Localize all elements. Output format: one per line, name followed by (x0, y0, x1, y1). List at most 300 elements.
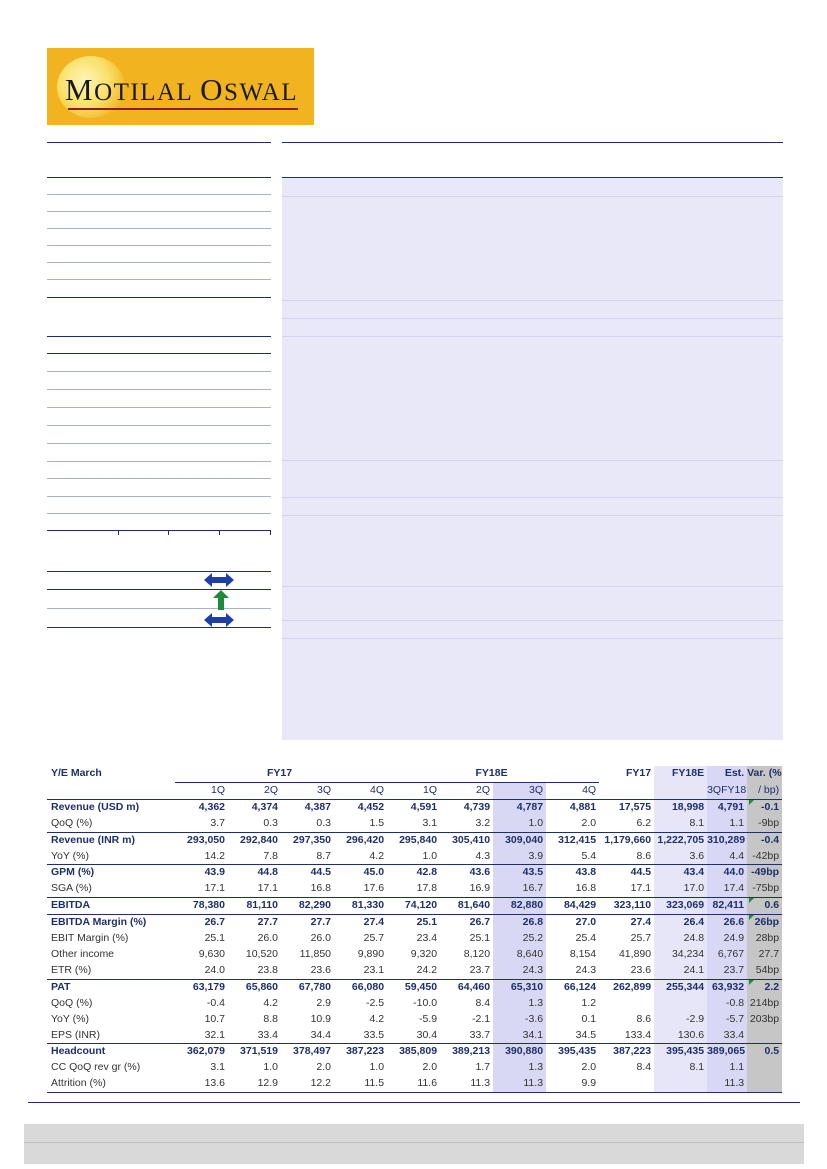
table-cell: 4,374 (228, 799, 281, 815)
table-cell: 30.4 (416, 1028, 438, 1041)
subheader-cell: 4Q (334, 782, 387, 799)
divider (47, 627, 271, 628)
table-row (47, 898, 782, 915)
table-cell: 67,780 (281, 979, 334, 995)
company-logo (47, 48, 314, 125)
table-cell: 203bp (747, 1012, 782, 1028)
table-cell: 1.1 (707, 816, 747, 832)
table-cell: 16.8 (310, 882, 331, 895)
table-header-row (47, 766, 782, 782)
footer-bar-divider (24, 1142, 804, 1143)
table-cell: -2.5 (365, 996, 385, 1009)
table-cell: 27.7 (747, 947, 782, 963)
table-cell: 9,320 (410, 947, 438, 960)
table-cell: 0.1 (581, 1012, 597, 1025)
table-cell: 17.0 (654, 881, 707, 897)
table-cell: 43.4 (654, 865, 707, 881)
table-cell: 11.3 (440, 1076, 493, 1092)
divider (47, 608, 271, 609)
table-cell: 27.0 (546, 915, 599, 931)
subheader-cell: 3QFY18 (707, 782, 747, 799)
table-cell: 1,222,705 (654, 832, 707, 848)
table-cell: 11.6 (387, 1076, 440, 1092)
table-row (47, 931, 782, 947)
row-label: Revenue (USD m) (47, 799, 175, 815)
table-cell: 0.3 (316, 816, 331, 829)
table-cell: 34.4 (310, 1028, 331, 1041)
table-cell: 8.6 (636, 1012, 652, 1025)
table-cell: 2.0 (581, 1061, 597, 1074)
table-cell: 43.8 (546, 865, 599, 881)
table-cell: 214bp (747, 996, 782, 1012)
table-cell: 23.8 (257, 963, 278, 976)
table-cell: 81,330 (334, 898, 387, 915)
table-cell: 5.4 (581, 849, 597, 862)
table-cell: 33.7 (469, 1028, 491, 1041)
table-cell: 387,223 (599, 1044, 654, 1060)
table-cell: 23.1 (363, 963, 385, 976)
table-cell (747, 1028, 782, 1044)
divider (47, 228, 271, 229)
table-row (47, 1012, 782, 1028)
table-cell: 27.4 (334, 915, 387, 931)
row-label: EPS (INR) (51, 1028, 101, 1041)
panel-band (282, 300, 783, 301)
divider (47, 262, 271, 263)
row-label: EBITDA Margin (%) (47, 915, 175, 931)
table-cell: 26.7 (440, 915, 493, 931)
table-cell: 65,860 (228, 979, 281, 995)
table-cell: 1.3 (493, 996, 546, 1012)
table-cell: 32.1 (204, 1028, 225, 1041)
panel-band (282, 460, 783, 461)
row-label: Headcount (47, 1044, 175, 1060)
table-cell: -10.0 (413, 996, 438, 1009)
table-cell: 17.6 (363, 882, 385, 895)
table-cell: 4,881 (546, 799, 599, 815)
table-row (47, 947, 782, 963)
neutral-arrow-icon (204, 573, 234, 587)
divider (47, 589, 271, 590)
table-cell: 24.3 (493, 963, 546, 979)
table-cell: 1,179,660 (599, 832, 654, 848)
table-cell: 17.1 (204, 882, 225, 895)
table-cell: 4.3 (475, 849, 491, 862)
table-cell: -0.1 (747, 799, 782, 815)
table-cell: 130.6 (654, 1028, 707, 1044)
table-cell: 34.5 (575, 1028, 597, 1041)
subheader-cell (654, 782, 707, 799)
table-cell: 23.7 (469, 963, 491, 976)
row-label: GPM (%) (47, 865, 175, 881)
table-cell: 296,420 (334, 832, 387, 848)
divider (47, 443, 271, 444)
subheader-cell (599, 782, 654, 799)
table-row (47, 1060, 782, 1076)
table-cell (654, 996, 707, 1012)
table-cell: 292,840 (228, 832, 281, 848)
subheader-cell: / bp) (747, 782, 782, 799)
subheader-cell: 1Q (175, 782, 228, 799)
table-cell: 3.1 (210, 1061, 225, 1074)
table-cell: 43.6 (440, 865, 493, 881)
table-cell: 4,791 (707, 799, 747, 815)
table-cell: 4.2 (263, 996, 278, 1009)
table-cell: 295,840 (387, 832, 440, 848)
table-row (47, 915, 782, 931)
row-label: Revenue (INR m) (47, 832, 175, 848)
table-cell: 82,411 (707, 898, 747, 915)
table-cell: 9.9 (546, 1076, 599, 1092)
divider (47, 461, 271, 462)
table-cell: 82,880 (493, 898, 546, 915)
divider (47, 142, 271, 143)
divider (47, 177, 271, 178)
table-cell: 24.8 (654, 931, 707, 947)
table-cell: -2.1 (471, 1012, 491, 1025)
table-cell: 24.1 (654, 963, 707, 979)
table-cell: 255,344 (654, 979, 707, 995)
table-cell: 8.4 (475, 996, 491, 1009)
table-cell: 1.3 (493, 1060, 546, 1076)
column-tick (118, 530, 119, 535)
table-cell: 25.7 (363, 932, 385, 945)
table-cell: 312,415 (546, 832, 599, 848)
table-cell: -0.8 (707, 996, 747, 1012)
row-label: Attrition (%) (47, 1076, 175, 1092)
table-cell: 13.6 (175, 1076, 228, 1092)
table-cell: 3.7 (210, 816, 225, 829)
row-label: PAT (47, 979, 175, 995)
table-cell: 16.7 (493, 881, 546, 897)
table-cell: 3.9 (493, 849, 546, 865)
header-fy17-total: FY17 (625, 767, 652, 780)
panel-band (282, 586, 783, 587)
table-cell: 2.0 (316, 1061, 331, 1074)
table-cell: 25.1 (469, 932, 491, 945)
table-cell: 41,890 (618, 947, 652, 960)
table-cell: 25.7 (630, 932, 652, 945)
table-cell: 4.2 (369, 1012, 385, 1025)
table-cell: -0.4 (206, 996, 225, 1009)
panel-band (282, 336, 783, 337)
table-cell: 11.3 (707, 1076, 747, 1092)
table-cell: 4.2 (369, 849, 385, 862)
table-cell: 2.0 (422, 1061, 438, 1074)
table-cell: 17.1 (257, 882, 278, 895)
table-cell: 3.6 (654, 849, 707, 865)
divider (47, 571, 271, 572)
divider (47, 336, 271, 337)
divider (47, 425, 271, 426)
logo-underline (68, 108, 298, 110)
header-label: Y/E March (51, 767, 102, 780)
table-cell (654, 1076, 707, 1092)
table-cell: 23.6 (310, 963, 331, 976)
table-cell: 17.8 (416, 882, 438, 895)
table-cell: 63,932 (707, 979, 747, 995)
table-cell: 34,234 (654, 947, 707, 963)
table-cell: 11.5 (334, 1076, 387, 1092)
table-cell: 1.7 (475, 1061, 491, 1074)
table-cell: 25.4 (575, 932, 597, 945)
header-estimate: Est. (707, 766, 747, 782)
row-label: CC QoQ rev gr (%) (51, 1061, 141, 1074)
table-cell: 0.3 (263, 816, 278, 829)
table-cell: 310,289 (707, 832, 747, 848)
table-cell: 17,575 (599, 799, 654, 815)
table-cell: -0.4 (747, 832, 782, 848)
divider (47, 279, 271, 280)
table-cell: 0.5 (747, 1044, 782, 1060)
table-cell: 4,787 (493, 799, 546, 815)
table-cell (747, 1060, 782, 1076)
table-row (47, 816, 782, 832)
table-row (47, 979, 782, 995)
table-cell: 10.9 (310, 1012, 331, 1025)
table-cell: 17.1 (630, 882, 652, 895)
table-cell: 1.1 (707, 1060, 747, 1076)
row-label: YoY (%) (51, 849, 89, 862)
table-cell: 42.8 (387, 865, 440, 881)
table-cell: 27.7 (228, 915, 281, 931)
up-arrow-icon (213, 590, 229, 610)
table-cell: 27.7 (281, 915, 334, 931)
table-cell: 14.2 (204, 849, 225, 862)
table-cell: 8,120 (463, 947, 491, 960)
table-cell: 3.2 (475, 816, 491, 829)
divider (47, 194, 271, 195)
table-cell: 378,497 (281, 1044, 334, 1060)
footer-rule (28, 1102, 800, 1103)
table-cell: 66,124 (546, 979, 599, 995)
table-cell: 8,154 (569, 947, 597, 960)
subheader-cell: 3Q (281, 782, 334, 799)
neutral-arrow-icon (204, 613, 234, 627)
table-cell: 11.3 (493, 1076, 546, 1092)
table-cell: 23.7 (707, 963, 747, 979)
table-cell (599, 1076, 654, 1092)
table-cell: 4,387 (281, 799, 334, 815)
table-cell: 81,110 (228, 898, 281, 915)
table-cell: 8.1 (654, 816, 707, 832)
table-cell: 309,040 (493, 832, 546, 848)
table-cell: 8.7 (316, 849, 331, 862)
table-cell: 26.7 (175, 915, 228, 931)
divider (47, 530, 271, 531)
highlights-panel (282, 178, 783, 740)
divider (47, 371, 271, 372)
table-cell: 8.1 (654, 1060, 707, 1076)
table-cell: 81,640 (440, 898, 493, 915)
table-cell: 362,079 (175, 1044, 228, 1060)
row-label: YoY (%) (51, 1012, 89, 1025)
table-cell: 27.4 (599, 915, 654, 931)
table-cell (599, 996, 654, 1012)
subheader-cell: 2Q (228, 782, 281, 799)
table-cell: 1.0 (493, 816, 546, 832)
panel-band (282, 515, 783, 516)
table-cell: 323,069 (654, 898, 707, 915)
table-cell: -5.9 (418, 1012, 438, 1025)
table-cell: 17.4 (707, 881, 747, 897)
table-cell: 389,065 (707, 1044, 747, 1060)
table-cell: 10,520 (245, 947, 278, 960)
panel-band (282, 318, 783, 319)
table-row (47, 1044, 782, 1060)
table-cell: 390,880 (493, 1044, 546, 1060)
table-cell: 1.0 (263, 1061, 278, 1074)
table-cell: 16.8 (575, 882, 597, 895)
panel-band (282, 638, 783, 639)
table-cell: 26.8 (493, 915, 546, 931)
table-row (47, 865, 782, 881)
table-cell: -49bp (747, 865, 782, 881)
table-row (47, 832, 782, 848)
row-label: Other income (51, 947, 115, 960)
table-cell: 25.1 (387, 915, 440, 931)
table-cell: 44.5 (599, 865, 654, 881)
table-cell: 34.1 (493, 1028, 546, 1044)
table-row (47, 881, 782, 897)
divider (47, 297, 271, 298)
table-cell: 385,809 (387, 1044, 440, 1060)
table-cell: 2.9 (316, 996, 331, 1009)
divider (47, 211, 271, 212)
divider (47, 496, 271, 497)
divider (47, 407, 271, 408)
table-cell: 9,630 (198, 947, 225, 960)
table-cell: 12.9 (228, 1076, 281, 1092)
table-cell: 65,310 (493, 979, 546, 995)
table-cell: 387,223 (334, 1044, 387, 1060)
table-cell: 305,410 (440, 832, 493, 848)
group-header-fy17: FY17 (175, 766, 387, 782)
table-cell: 63,179 (175, 979, 228, 995)
table-cell: 18,998 (654, 799, 707, 815)
table-cell: 82,290 (281, 898, 334, 915)
table-cell: 26.4 (654, 915, 707, 931)
table-cell: 262,899 (599, 979, 654, 995)
table-cell: 26bp (747, 915, 782, 931)
table-cell: 1.5 (369, 816, 385, 829)
table-cell: -3.6 (493, 1012, 546, 1028)
table-cell: -75bp (747, 881, 782, 897)
table-cell: 43.9 (175, 865, 228, 881)
footer-bar (24, 1124, 804, 1164)
table-row (47, 996, 782, 1012)
subheader-cell: 3Q (493, 782, 546, 799)
table-cell: 59,450 (387, 979, 440, 995)
table-cell: 44.0 (707, 865, 747, 881)
table-row (47, 799, 782, 815)
row-label: EBITDA (47, 898, 175, 915)
row-label: SGA (%) (51, 882, 92, 895)
subheader-cell: 2Q (440, 782, 493, 799)
table-cell: 26.0 (257, 932, 278, 945)
table-cell: -42bp (747, 849, 782, 865)
table-cell: 12.2 (281, 1076, 334, 1092)
panel-top-rule (282, 142, 783, 143)
table-cell: 7.8 (263, 849, 278, 862)
table-cell: 2.2 (747, 979, 782, 995)
table-cell: 389,213 (440, 1044, 493, 1060)
table-cell: 23.6 (630, 963, 652, 976)
table-cell: 24.0 (204, 963, 225, 976)
table-cell: 395,435 (654, 1044, 707, 1060)
subheader-cell: 4Q (546, 782, 599, 799)
header-variance: Var. (% (747, 766, 782, 782)
table-cell: 323,110 (599, 898, 654, 915)
table-cell: 8.4 (636, 1061, 652, 1074)
table-cell: 2.0 (581, 816, 597, 829)
table-cell: 25.2 (493, 931, 546, 947)
table-cell: 6.2 (636, 816, 652, 829)
table-cell: -2.9 (654, 1012, 707, 1028)
table-cell: 8,640 (493, 947, 546, 963)
table-cell: 54bp (747, 963, 782, 979)
table-cell: 64,460 (440, 979, 493, 995)
subheader-cell: 1Q (387, 782, 440, 799)
table-cell: 78,380 (175, 898, 228, 915)
table-cell: 3.1 (422, 816, 438, 829)
table-cell: 23.4 (416, 932, 438, 945)
row-label: QoQ (%) (51, 816, 93, 829)
table-cell: 24.9 (707, 931, 747, 947)
header-fy18e-total: FY18E (654, 766, 707, 782)
table-cell: 26.0 (310, 932, 331, 945)
table-cell: -5.7 (707, 1012, 747, 1028)
quarterly-performance-table (47, 766, 782, 1093)
logo-wordmark: MOTILAL OSWAL (65, 72, 299, 107)
table-cell: 43.5 (493, 865, 546, 881)
row-label: EBIT Margin (%) (51, 932, 129, 945)
table-cell: 8.6 (636, 849, 652, 862)
table-cell: 33.5 (363, 1028, 385, 1041)
table-cell (747, 1076, 782, 1092)
table-cell: 24.3 (575, 963, 597, 976)
table-cell: 1.0 (369, 1061, 385, 1074)
table-row (47, 1076, 782, 1092)
table-cell: 133.4 (624, 1028, 652, 1041)
table-cell: 4,591 (387, 799, 440, 815)
table-cell: 0.6 (747, 898, 782, 915)
table-cell: 395,435 (546, 1044, 599, 1060)
panel-band (282, 497, 783, 498)
table-cell: 297,350 (281, 832, 334, 848)
divider (47, 245, 271, 246)
divider (47, 389, 271, 390)
table-cell: 28bp (747, 931, 782, 947)
table-row (47, 963, 782, 979)
table-cell: 66,080 (334, 979, 387, 995)
column-tick (219, 530, 220, 535)
table-cell: 371,519 (228, 1044, 281, 1060)
table-cell: 45.0 (334, 865, 387, 881)
table-cell: 4,739 (440, 799, 493, 815)
table-cell: 24.2 (416, 963, 438, 976)
table-cell: 1.0 (422, 849, 438, 862)
divider (47, 478, 271, 479)
table-cell: 44.8 (228, 865, 281, 881)
column-tick (270, 530, 271, 535)
column-tick (168, 530, 169, 535)
table-cell: 44.5 (281, 865, 334, 881)
table-cell: 4,452 (334, 799, 387, 815)
table-cell: 74,120 (387, 898, 440, 915)
panel-band (282, 196, 783, 197)
table-cell: 4.4 (707, 849, 747, 865)
